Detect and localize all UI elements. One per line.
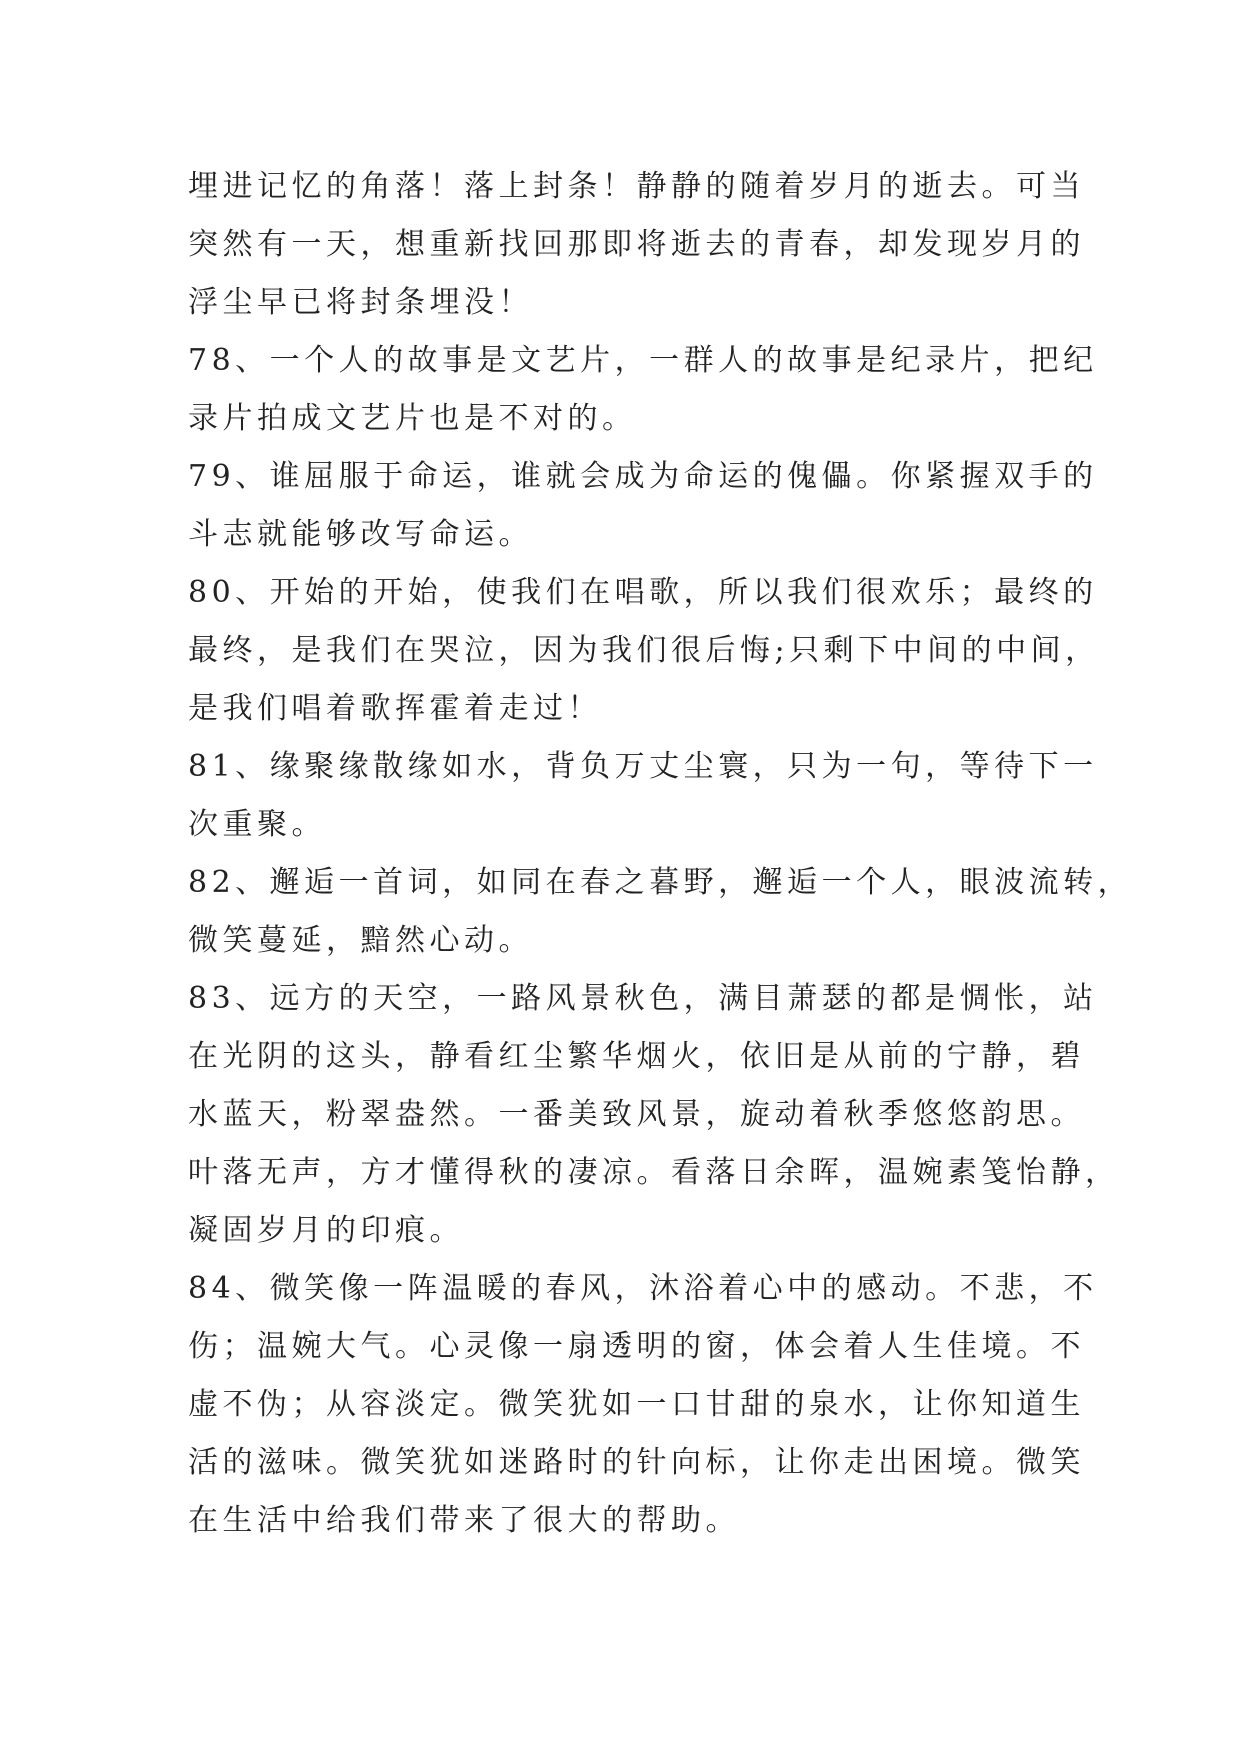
text-line: 凝固岁月的印痕。 bbox=[188, 1213, 464, 1248]
text-line: 78、一个人的故事是文艺片，一群人的故事是纪录片，把纪 bbox=[188, 343, 1098, 378]
text-line: 次重聚。 bbox=[188, 807, 326, 842]
text-line: 最终，是我们在哭泣，因为我们很后悔;只剩下中间的中间， bbox=[188, 633, 1100, 668]
text-line: 埋进记忆的角落！落上封条！静静的随着岁月的逝去。可当 bbox=[188, 169, 1085, 204]
text-line: 录片拍成文艺片也是不对的。 bbox=[188, 401, 637, 436]
document-body bbox=[188, 158, 1133, 1550]
text-line: 虚不伪；从容淡定。微笑犹如一口甘甜的泉水，让你知道生 bbox=[188, 1387, 1085, 1422]
text-line: 84、微笑像一阵温暖的春风，沐浴着心中的感动。不悲，不 bbox=[188, 1271, 1098, 1306]
text-line: 叶落无声，方才懂得秋的凄凉。看落日余晖，温婉素笺怡静， bbox=[188, 1155, 1120, 1190]
text-line: 微笑蔓延，黯然心动。 bbox=[188, 923, 533, 958]
text-line: 是我们唱着歌挥霍着走过！ bbox=[188, 691, 602, 726]
text-line: 斗志就能够改写命运。 bbox=[188, 517, 533, 552]
text-line: 活的滋味。微笑犹如迷路时的针向标，让你走出困境。微笑 bbox=[188, 1445, 1085, 1480]
text-line: 82、邂逅一首词，如同在春之暮野，邂逅一个人，眼波流转， bbox=[188, 865, 1133, 900]
text-line: 79、谁屈服于命运，谁就会成为命运的傀儡。你紧握双手的 bbox=[188, 459, 1098, 494]
text-line: 在生活中给我们带来了很大的帮助。 bbox=[188, 1503, 740, 1538]
text-line: 在光阴的这头，静看红尘繁华烟火，依旧是从前的宁静，碧 bbox=[188, 1039, 1085, 1074]
text-line: 83、远方的天空，一路风景秋色，满目萧瑟的都是惆怅，站 bbox=[188, 981, 1098, 1016]
text-line: 伤；温婉大气。心灵像一扇透明的窗，体会着人生佳境。不 bbox=[188, 1329, 1085, 1364]
text-line: 80、开始的开始，使我们在唱歌，所以我们很欢乐；最终的 bbox=[188, 575, 1098, 610]
text-line: 浮尘早已将封条埋没！ bbox=[188, 285, 533, 320]
text-line: 水蓝天，粉翠盎然。一番美致风景，旋动着秋季悠悠韵思。 bbox=[188, 1097, 1085, 1132]
text-line: 81、缘聚缘散缘如水，背负万丈尘寰，只为一句，等待下一 bbox=[188, 749, 1098, 784]
text-line: 突然有一天，想重新找回那即将逝去的青春，却发现岁月的 bbox=[188, 227, 1085, 262]
